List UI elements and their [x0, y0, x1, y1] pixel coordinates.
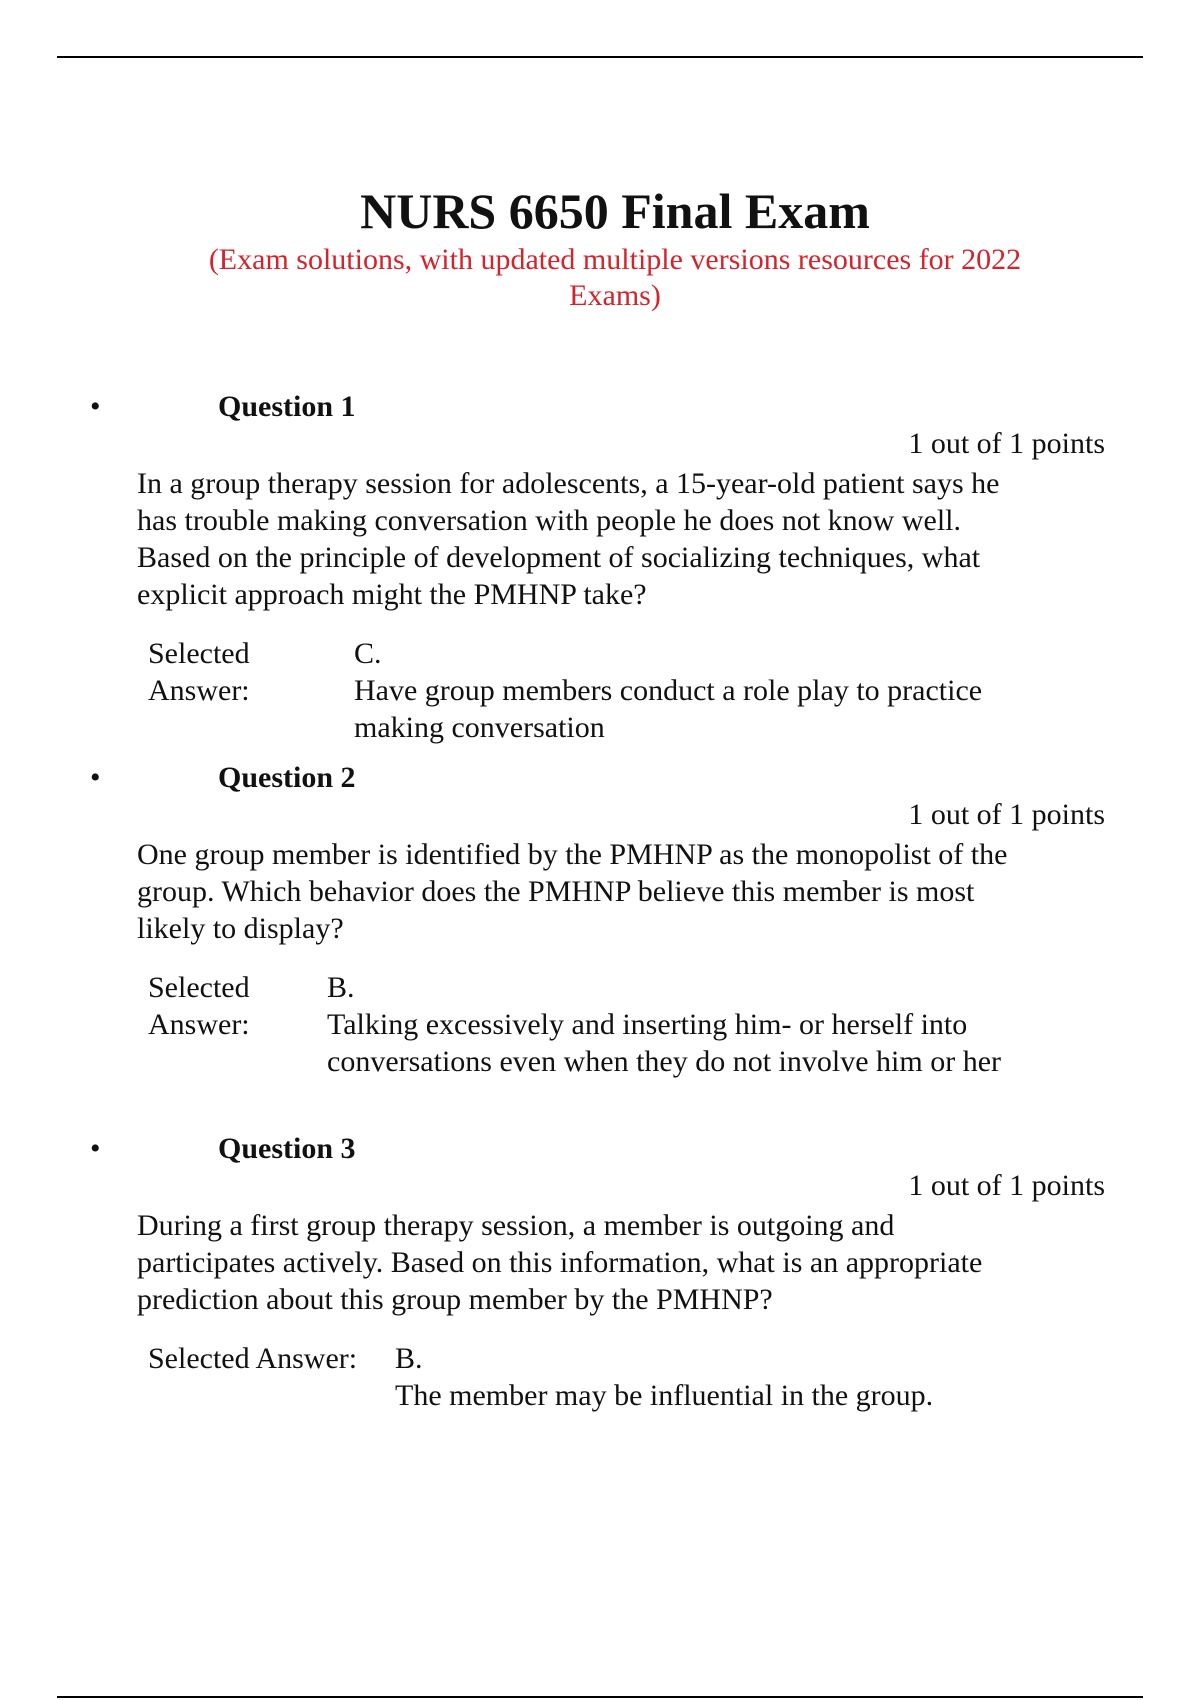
- selected-answer-label: Selected Answer:: [148, 971, 250, 1041]
- points-score: 1 out of 1 points: [908, 1169, 1105, 1202]
- question-text: One group member is identified by the PMHNP as the monopolist of the group. Which behavior does the PMHNP believe this member is most likely to display?: [137, 838, 1008, 945]
- answer-text: The member may be influential in the group.: [395, 1379, 934, 1412]
- points-score: 1 out of 1 points: [908, 798, 1105, 831]
- answer-letter: C.: [354, 637, 382, 670]
- question-2: [0, 760, 1200, 1120]
- bullet-icon: •: [90, 1132, 101, 1165]
- question-text: During a first group therapy session, a member is outgoing and participates actively. Based on this information, what is an appropriate prediction about this group member by the PMHNP?: [137, 1209, 983, 1316]
- page-title: NURS 6650 Final Exam: [360, 183, 870, 239]
- question-label: Question 3: [218, 1132, 356, 1165]
- selected-answer-label: Selected Answer:: [148, 1342, 358, 1375]
- selected-answer: [327, 969, 1047, 1080]
- bullet-icon: •: [90, 390, 101, 423]
- answer-letter: B.: [327, 971, 355, 1004]
- question-1: [0, 389, 1200, 749]
- points-score: 1 out of 1 points: [908, 427, 1105, 460]
- top-rule: [57, 56, 1143, 58]
- question-3: [0, 1131, 1200, 1451]
- answer-text: Have group members conduct a role play to practice making conversation: [354, 674, 983, 744]
- question-label: Question 1: [218, 390, 356, 423]
- answer-letter: B.: [395, 1342, 423, 1375]
- question-text: In a group therapy session for adolescents, a 15-year-old patient says he has trouble making conversation with people he does not know well. Based on the principle of development of socializing techniques, what explicit approach might the PMHNP take?: [137, 467, 1000, 611]
- bottom-rule: [57, 1696, 1143, 1698]
- selected-answer: [395, 1340, 1095, 1414]
- page-subtitle: (Exam solutions, with updated multiple versions resources for 2022 Exams): [208, 243, 1022, 312]
- bullet-icon: •: [90, 761, 101, 794]
- question-label: Question 2: [218, 761, 356, 794]
- selected-answer: [354, 635, 1074, 746]
- answer-text: Talking excessively and inserting him- or herself into conversations even when they do not involve him or her: [327, 1008, 1002, 1078]
- selected-answer-label: Selected Answer:: [148, 637, 250, 707]
